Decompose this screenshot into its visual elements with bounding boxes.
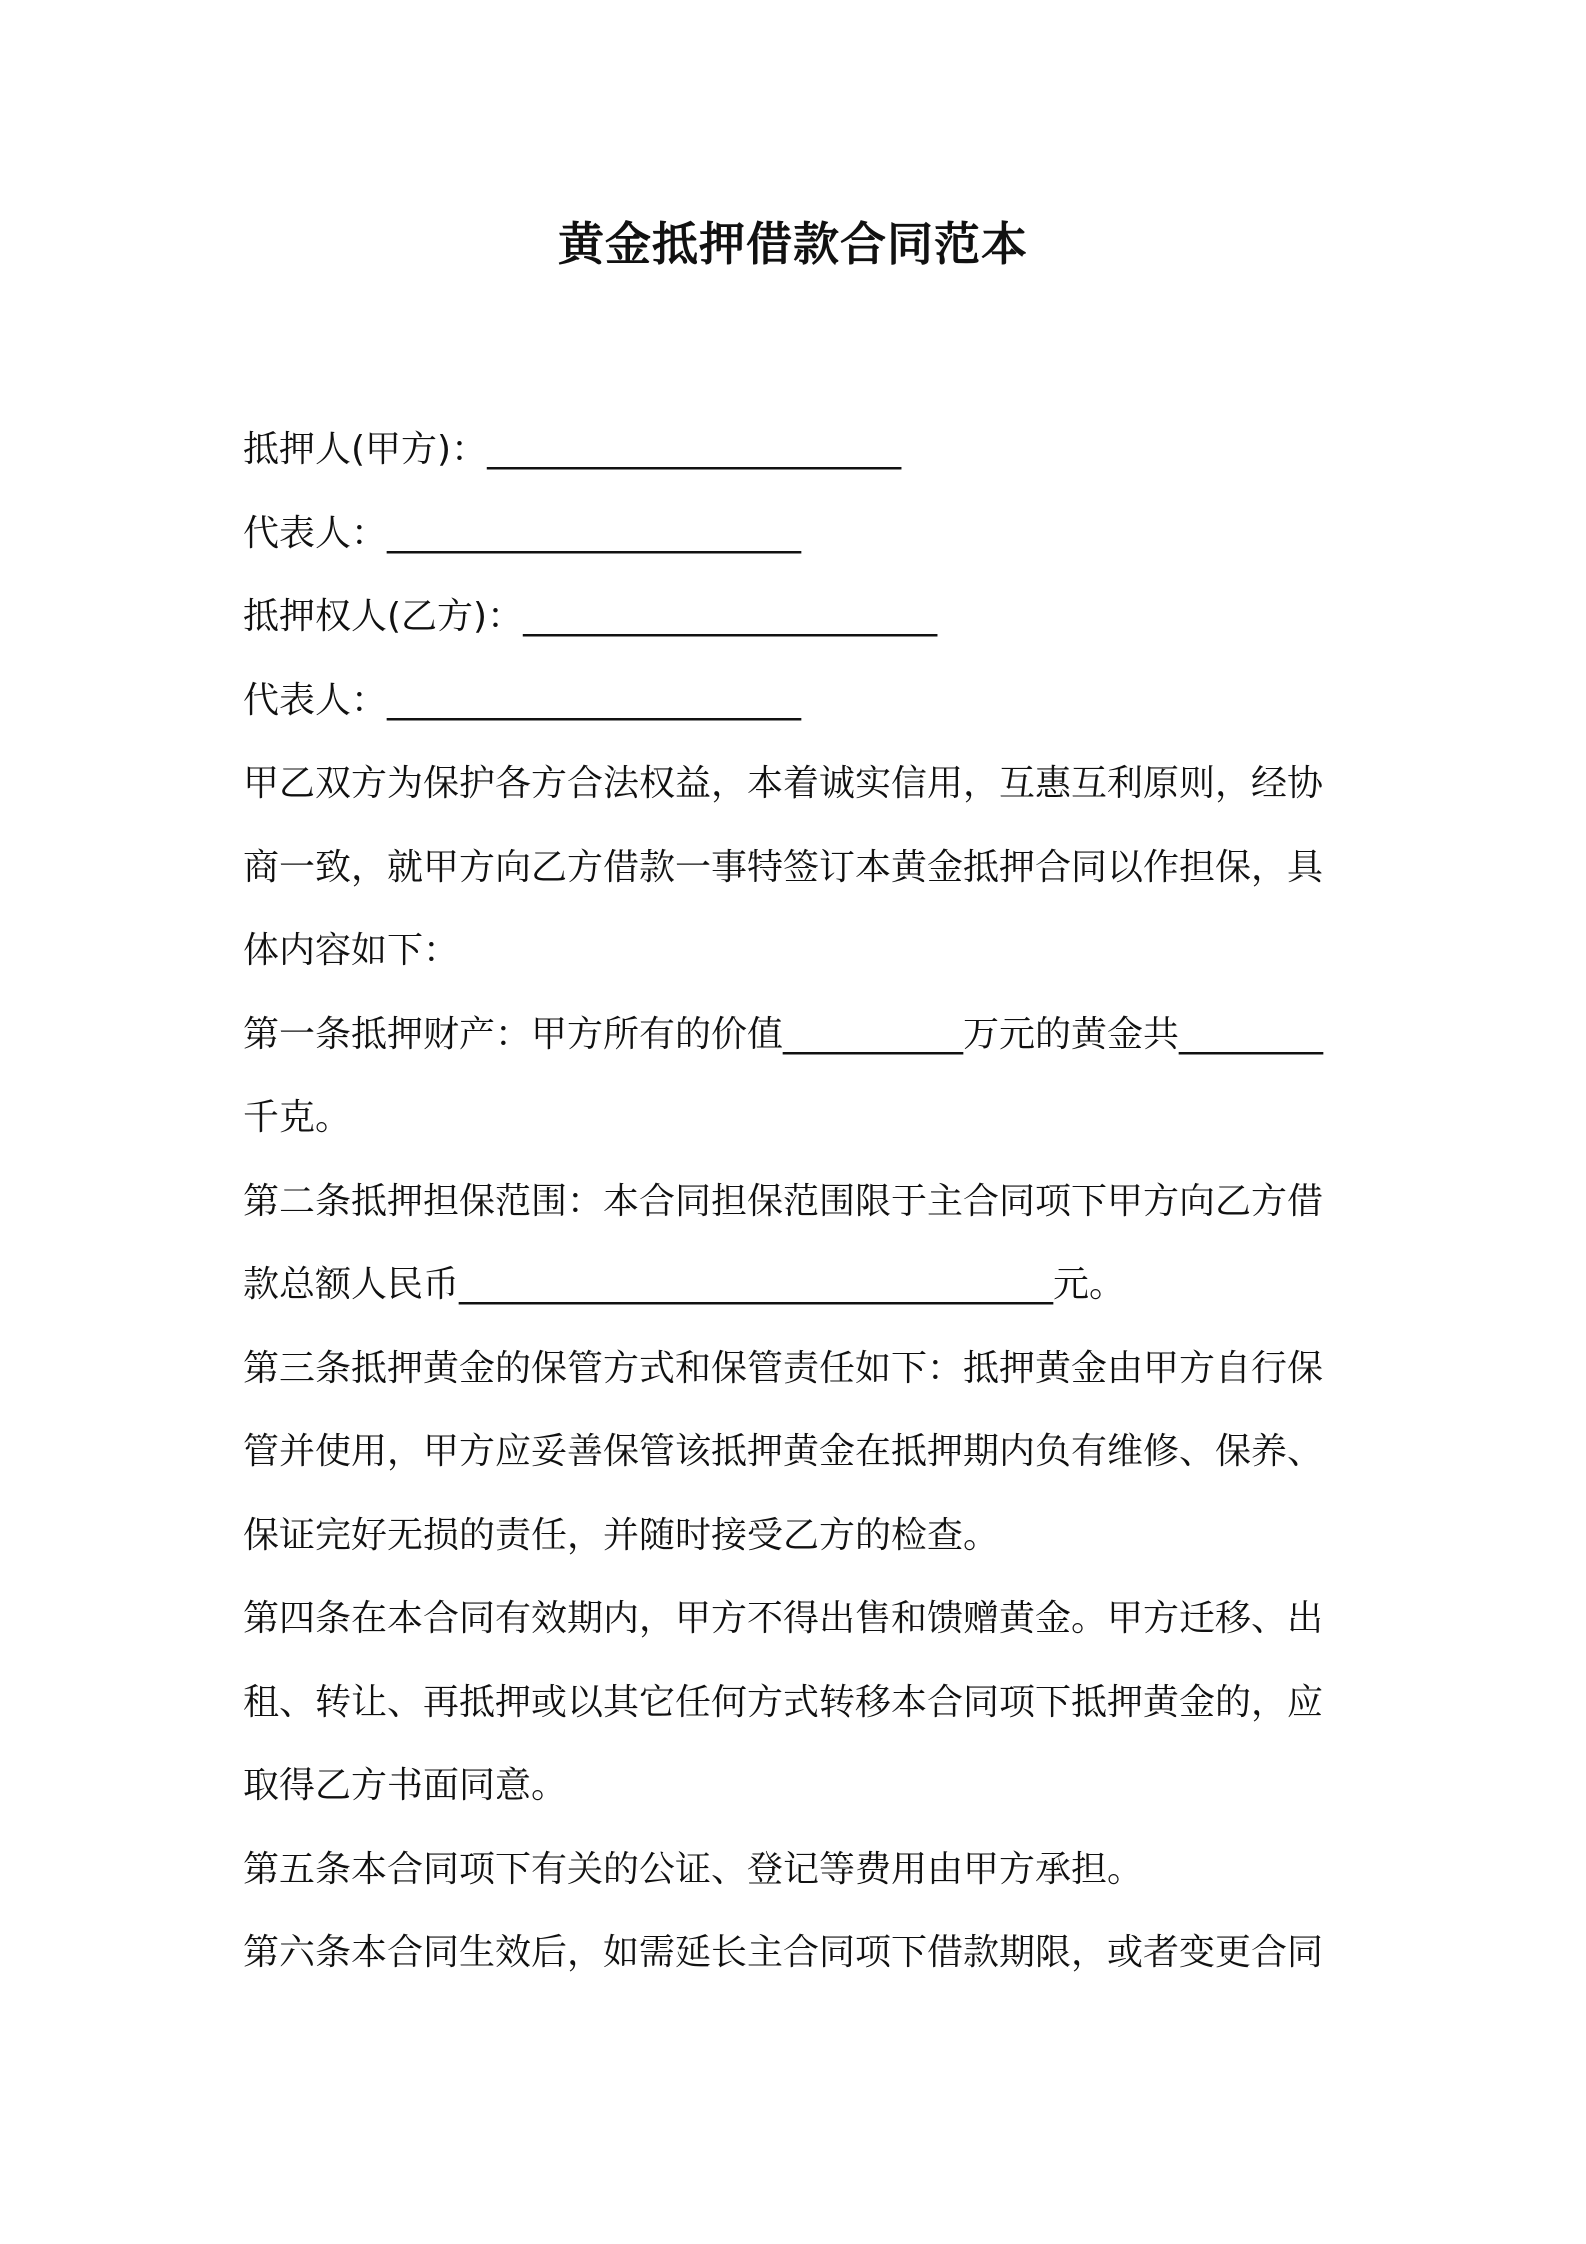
field-mortgagor: 抵押人(甲方)：_______________________ bbox=[243, 429, 902, 470]
article-2-line: 第二条抵押担保范围：本合同担保范围限于主合同项下甲方向乙方借 bbox=[243, 1180, 1324, 1222]
article-6-line: 第六条本合同生效后，如需延长主合同项下借款期限，或者变更合同 bbox=[243, 1932, 1324, 1973]
article-4-line: 取得乙方书面同意。 bbox=[243, 1765, 568, 1806]
article-3-line: 保证完好无损的责任，并随时接受乙方的检查。 bbox=[243, 1514, 1000, 1556]
article-2-line: 款总额人民币_________________________________元。 bbox=[243, 1264, 1126, 1305]
preamble-line: 商一致，就甲方向乙方借款一事特签订本黄金抵押合同以作担保，具 bbox=[243, 846, 1324, 888]
field-mortgagee-representative: 代表人：_______________________ bbox=[243, 679, 802, 721]
article-3-line: 管并使用，甲方应妥善保管该抵押黄金在抵押期内负有维修、保养、 bbox=[243, 1431, 1324, 1472]
field-mortgagee: 抵押权人(乙方)：_______________________ bbox=[243, 596, 938, 637]
article-4-line: 租、转让、再抵押或以其它任何方式转移本合同项下抵押黄金的，应 bbox=[243, 1681, 1324, 1723]
document-title: 黄金抵押借款合同范本 bbox=[558, 217, 1028, 271]
article-1-line: 千克。 bbox=[243, 1097, 352, 1138]
document-body bbox=[243, 408, 1355, 1995]
article-5-line: 第五条本合同项下有关的公证、登记等费用由甲方承担。 bbox=[243, 1848, 1144, 1890]
article-4-line: 第四条在本合同有效期内，甲方不得出售和馈赠黄金。甲方迁移、出 bbox=[243, 1598, 1324, 1639]
field-mortgagor-representative: 代表人：_______________________ bbox=[243, 512, 802, 554]
preamble-line: 体内容如下： bbox=[243, 930, 460, 971]
article-3-line: 第三条抵押黄金的保管方式和保管责任如下：抵押黄金由甲方自行保 bbox=[243, 1347, 1324, 1389]
article-1-line: 第一条抵押财产：甲方所有的价值__________万元的黄金共________ bbox=[243, 1013, 1324, 1055]
preamble-line: 甲乙双方为保护各方合法权益，本着诚实信用，互惠互利原则，经协 bbox=[243, 763, 1324, 804]
